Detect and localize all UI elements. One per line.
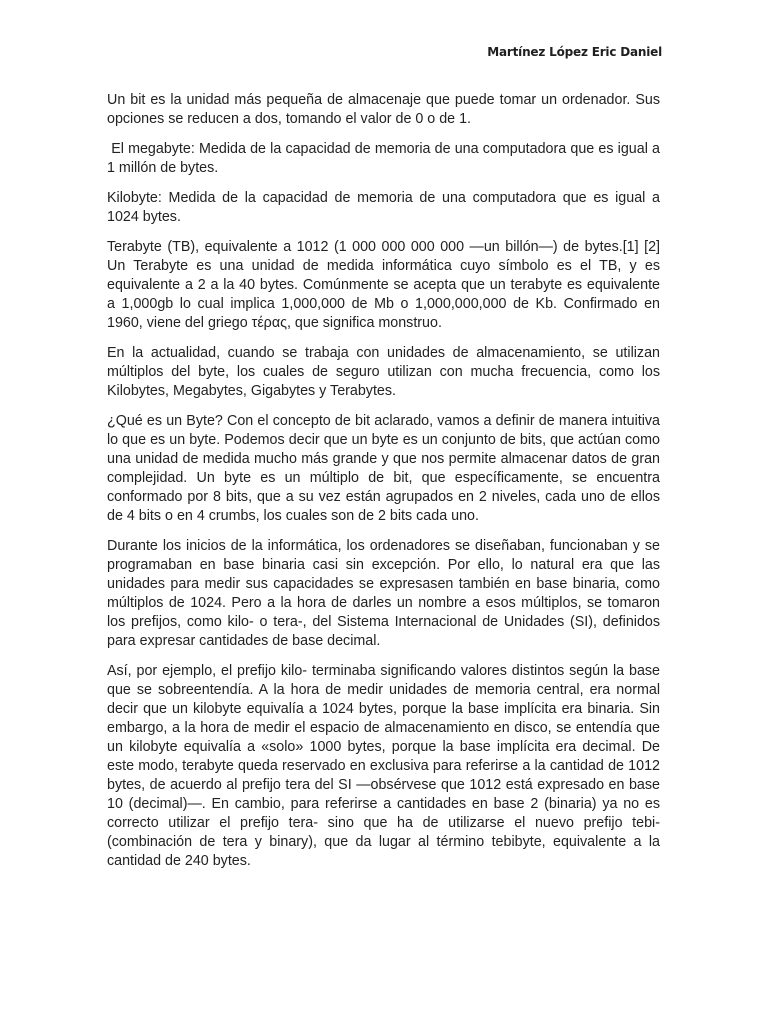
paragraph-byte: ¿Qué es un Byte? Con el concepto de bit aclarado, vamos a definir de manera intuitiva lo que es un byte. Podemos decir que un byte es un conjunto de bits, que actúan como una unidad de medida mucho más grande y que nos permite almacenar datos de gran complejidad. Un byte es un múltiplo de bit, que específicamente, se encuentra conformado por 8 bits, que a su vez están agrupados en 2 niveles, cada uno de ellos de 4 bits o en 4 crumbs, los cuales son de 2 bits cada uno. bbox=[107, 413, 660, 524]
paragraph-kilobyte: Kilobyte: Medida de la capacidad de memoria de una computadora que es igual a 1024 bytes. bbox=[107, 190, 660, 225]
paragraph-history: Durante los inicios de la informática, los ordenadores se diseñaban, funcionaban y se programaban en base binaria casi sin excepción. Por ello, lo natural era que las unidades para medir sus capacidades se expresasen también en base binaria, como múltiplos de 1024. Pero a la hora de darles un nombre a esos múltiplos, se tomaron los prefijos, como kilo- o tera-, del Sistema Internacional de Unidades (SI), definidos para expresar cantidades de base decimal. bbox=[107, 538, 660, 649]
paragraph-terabyte: Terabyte (TB), equivalente a 1012 (1 000 000 000 000 —un billón—) de bytes.[1] [2] Un Terabyte es una unidad de medida informática cuyo símbolo es el TB, y es equivalente a 2 a la 40 bytes. Comúnmente se acepta que un terabyte es equivalente a 1,000gb lo cual implica 1,000,000 de Mb o 1,000,000,000 de Kb. Confirmado en 1960, viene del griego τέρας, que significa monstruo. bbox=[107, 239, 660, 331]
paragraph-bit: Un bit es la unidad más pequeña de almacenaje que puede tomar un ordenador. Sus opciones se reducen a dos, tomando el valor de 0 o de 1. bbox=[107, 92, 660, 127]
paragraph-prefixes: Así, por ejemplo, el prefijo kilo- terminaba significando valores distintos según la base que se sobreentendía. A la hora de medir unidades de memoria central, era normal decir que un kilobyte equivalía a 1024 bytes, porque la base implícita era binaria. Sin embargo, a la hora de medir el espacio de almacenamiento en disco, se entendía que un kilobyte equivalía a «solo» 1000 bytes, porque la base implícita era decimal. De este modo, terabyte queda reservado en exclusiva para referirse a la cantidad de 1012 bytes, de acuerdo al prefijo tera del SI —obsérvese que 1012 está expresado en base 10 (decimal)—. En cambio, para referirse a cantidades en base 2 (binaria) ya no es correcto utilizar el prefijo tera- sino que ha de utilizarse el nuevo prefijo tebi- (combinación de tera y binary), que da lugar al término tebibyte, equivalente a la cantidad de 240 bytes. bbox=[107, 663, 660, 869]
paragraph-multiples: En la actualidad, cuando se trabaja con unidades de almacenamiento, se utilizan múltiplos del byte, los cuales de seguro utilizan con mucha frecuencia, como los Kilobytes, Megabytes, Gigabytes y Terabytes. bbox=[107, 345, 660, 399]
author-name: Martínez López Eric Daniel bbox=[487, 45, 662, 59]
paragraph-megabyte: El megabyte: Medida de la capacidad de memoria de una computadora que es igual a 1 millón de bytes. bbox=[107, 141, 664, 176]
document-body bbox=[107, 91, 664, 882]
